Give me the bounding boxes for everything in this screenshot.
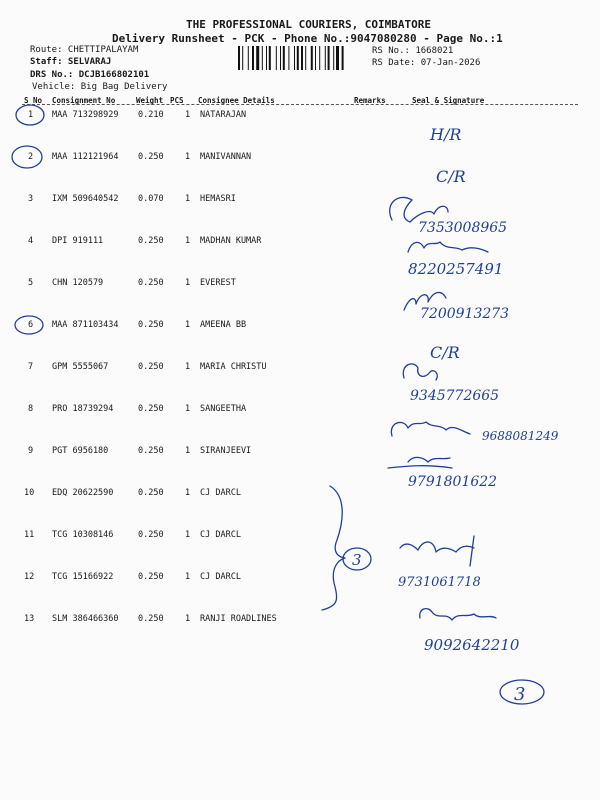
row-consignee: MANIVANNAN xyxy=(200,152,252,162)
row-consignment: MAA 112121964 xyxy=(52,152,119,162)
row-sno: 4 xyxy=(28,236,34,246)
row-pcs: 1 xyxy=(185,278,191,288)
row-pcs: 1 xyxy=(185,446,191,456)
col-consignee: Consignee Details xyxy=(198,96,275,105)
row-consignment: DPI 919111 xyxy=(52,236,104,246)
row-weight: 0.250 xyxy=(138,152,164,162)
brace-mark xyxy=(322,486,345,610)
row-pcs: 1 xyxy=(185,362,191,372)
signature-scribble-7 xyxy=(403,364,437,380)
col-seal-signature: Seal & Signature xyxy=(412,96,485,105)
group-count: 3 xyxy=(352,551,362,569)
row-consignee: HEMASRI xyxy=(200,194,236,204)
row-sno: 11 xyxy=(24,530,35,540)
row-pcs: 1 xyxy=(185,488,191,498)
page-total: 3 xyxy=(514,684,526,705)
col-remarks: Remarks xyxy=(354,96,386,105)
row-weight: 0.250 xyxy=(138,278,164,288)
vehicle-label: Vehicle: Big Bag Delivery xyxy=(32,82,168,92)
row-pcs: 1 xyxy=(185,614,191,624)
row-sno: 7 xyxy=(28,362,34,372)
signature-scribble-11 xyxy=(400,536,474,566)
row-consignee: CJ DARCL xyxy=(200,488,241,498)
row-consignment: MAA 713298929 xyxy=(52,110,119,120)
row-pcs: 1 xyxy=(185,152,191,162)
row-consignee: MADHAN KUMAR xyxy=(200,236,262,246)
row-sno: 2 xyxy=(28,152,34,162)
row-weight: 0.210 xyxy=(138,110,164,120)
row-pcs: 1 xyxy=(185,404,191,414)
row-consignee: SANGEETHA xyxy=(200,404,247,414)
row-sno: 13 xyxy=(24,614,35,624)
row-consignee: AMEENA BB xyxy=(200,320,247,330)
row-consignee: NATARAJAN xyxy=(200,110,247,120)
phone-row-3: 7353008965 xyxy=(418,220,508,236)
signature-scribble-8 xyxy=(391,422,470,436)
col-consignment: Consignment No xyxy=(52,96,116,105)
phone-row-12: 9731061718 xyxy=(398,575,481,590)
row-consignee: MARIA CHRISTU xyxy=(200,362,267,372)
row-sno: 10 xyxy=(24,488,35,498)
company-title: THE PROFESSIONAL COURIERS, COIMBATORE xyxy=(186,18,432,31)
row-consignee: EVEREST xyxy=(200,278,236,288)
row-weight: 0.250 xyxy=(138,320,164,330)
row-consignment: PRO 18739294 xyxy=(52,404,114,414)
row-weight: 0.250 xyxy=(138,362,164,372)
signature-scribble-4 xyxy=(408,242,488,252)
row-consignment: SLM 386466360 xyxy=(52,614,119,624)
signature-scribble-13 xyxy=(420,609,496,620)
phone-row-7: 9345772665 xyxy=(410,388,500,404)
circle-mark-row-2 xyxy=(12,146,42,168)
row-consignment: EDQ 20622590 xyxy=(52,488,114,498)
row-weight: 0.250 xyxy=(138,236,164,246)
col-weight: Weight xyxy=(136,96,164,105)
circle-mark-row-1 xyxy=(16,105,44,125)
row-weight: 0.250 xyxy=(138,614,164,624)
rs-number: RS No.: 1668021 xyxy=(372,46,454,56)
staff-label: Staff: SELVARAJ xyxy=(30,57,112,67)
remark-row-1: H/R xyxy=(430,125,462,144)
signature-scribble-3 xyxy=(390,197,448,222)
row-consignee: RANJI ROADLINES xyxy=(200,614,277,624)
row-consignment: IXM 509640542 xyxy=(52,194,119,204)
row-weight: 0.250 xyxy=(138,488,164,498)
row-sno: 8 xyxy=(28,404,34,414)
row-weight: 0.250 xyxy=(138,446,164,456)
phone-row-5: 7200913273 xyxy=(420,306,510,322)
row-consignment: TCG 15166922 xyxy=(52,572,114,582)
row-sno: 1 xyxy=(28,110,34,120)
col-pcs: PCS xyxy=(170,96,184,105)
row-consignment: MAA 871103434 xyxy=(52,320,119,330)
phone-row-4: 8220257491 xyxy=(408,260,504,278)
row-sno: 6 xyxy=(28,320,34,330)
col-sno: S No xyxy=(24,96,43,105)
row-pcs: 1 xyxy=(185,572,191,582)
row-pcs: 1 xyxy=(185,110,191,120)
row-pcs: 1 xyxy=(185,320,191,330)
runsheet-title: Delivery Runsheet - PCK - Phone No.:9047080280 - Page No.:1 xyxy=(112,32,503,45)
row-weight: 0.250 xyxy=(138,572,164,582)
drs-number: DRS No.: DCJB166802101 xyxy=(30,70,150,80)
row-consignment: TCG 10308146 xyxy=(52,530,114,540)
remark-row-6: C/R xyxy=(430,343,460,362)
row-pcs: 1 xyxy=(185,530,191,540)
row-consignment: PGT 6956180 xyxy=(52,446,109,456)
row-sno: 5 xyxy=(28,278,34,288)
row-sno: 3 xyxy=(28,194,34,204)
row-consignment: GPM 5555067 xyxy=(52,362,109,372)
phone-row-8: 9688081249 xyxy=(482,429,559,443)
remark-row-2: C/R xyxy=(436,167,466,186)
row-weight: 0.250 xyxy=(138,530,164,540)
row-weight: 0.070 xyxy=(138,194,164,204)
row-consignment: CHN 120579 xyxy=(52,278,104,288)
row-pcs: 1 xyxy=(185,194,191,204)
row-consignee: SIRANJEEVI xyxy=(200,446,252,456)
circle-mark-row-6 xyxy=(15,316,43,334)
row-consignee: CJ DARCL xyxy=(200,572,241,582)
row-sno: 12 xyxy=(24,572,35,582)
rs-date: RS Date: 07-Jan-2026 xyxy=(372,58,481,68)
route-label: Route: CHETTIPALAYAM xyxy=(30,45,139,55)
signature-scribble-9 xyxy=(388,457,452,468)
row-sno: 9 xyxy=(28,446,34,456)
phone-row-9: 9791801622 xyxy=(408,474,498,490)
row-consignee: CJ DARCL xyxy=(200,530,241,540)
phone-row-13: 9092642210 xyxy=(424,636,520,654)
row-pcs: 1 xyxy=(185,236,191,246)
row-weight: 0.250 xyxy=(138,404,164,414)
